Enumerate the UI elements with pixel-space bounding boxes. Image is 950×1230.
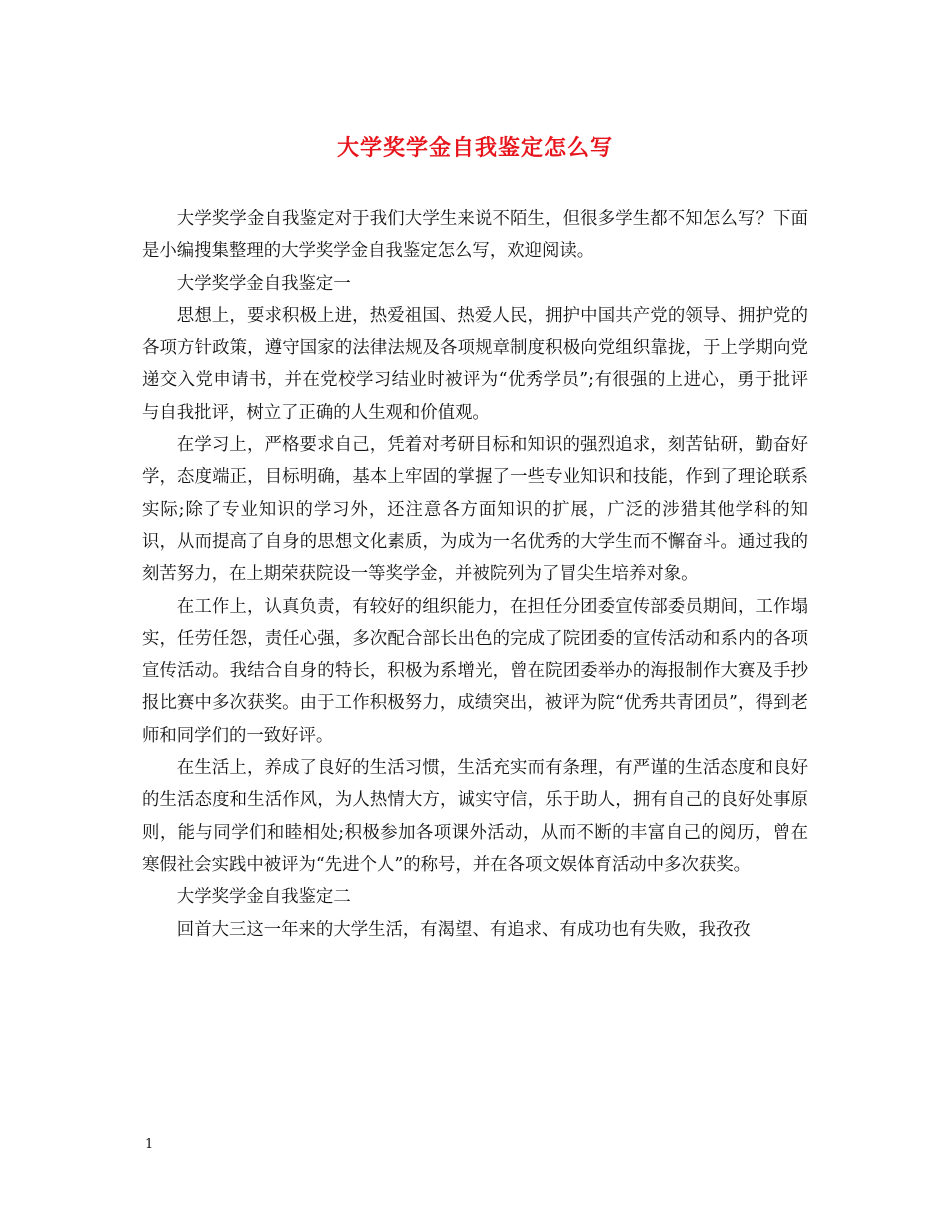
body-paragraph: 在学习上，严格要求自己，凭着对考研目标和知识的强烈追求，刻苦钻研，勤奋好学，态度端正，目标明确，基本上牢固的掌握了一些专业知识和技能，作到了理论联系实际;除了专业知识的学习外，还注意各方面知识的扩展，广泛的涉猎其他学科的知识，从而提高了自身的思想文化素质，为成为一名优秀的大学生而不懈奋斗。通过我的刻苦努力，在上期荣获院设一等奖学金，并被院列为了冒尖生培养对象。 — [142, 435, 808, 585]
intro-paragraph: 大学奖学金自我鉴定对于我们大学生来说不陌生，但很多学生都不知怎么写？下面是小编搜集整理的大学奖学金自我鉴定怎么写，欢迎阅读。 — [142, 209, 808, 262]
body-paragraph: 在生活上，养成了良好的生活习惯，生活充实而有条理，有严谨的生活态度和良好的生活态度和生活作风，为人热情大方，诚实守信，乐于助人，拥有自己的良好处事原则，能与同学们和睦相处;积极参加各项课外活动，从而不断的丰富自己的阅历，曾在寒假社会实践中被评为“先进个人”的称号，并在各项文娱体育活动中多次获奖。 — [142, 758, 808, 875]
body-paragraph: 在工作上，认真负责，有较好的组织能力，在担任分团委宣传部委员期间，工作塌实，任劳任怨，责任心强，多次配合部长出色的完成了院团委的宣传活动和系内的各项宣传活动。我结合自身的特长，积极为系增光，曾在院团委举办的海报制作大赛及手抄报比赛中多次获奖。由于工作积极努力，成绩突出，被评为院“优秀共青团员”，得到老师和同学们的一致好评。 — [142, 596, 808, 746]
section-heading-1: 大学奖学金自我鉴定一 — [176, 273, 351, 294]
section-heading-2: 大学奖学金自我鉴定二 — [176, 887, 351, 908]
document-title: 大学奖学金自我鉴定怎么写 — [336, 135, 613, 161]
body-paragraph: 回首大三这一年来的大学生活，有渴望、有追求、有成功也有失败，我孜孜 — [176, 919, 751, 940]
document-body — [142, 203, 808, 946]
page-number: 1 — [145, 1137, 154, 1152]
body-paragraph: 思想上，要求积极上进，热爱祖国、热爱人民，拥护中国共产党的领导、拥护党的各项方针政策，遵守国家的法律法规及各项规章制度积极向党组织靠拢，于上学期向党递交入党申请书，并在党校学习结业时被评为“优秀学员”;有很强的上进心，勇于批评与自我批评，树立了正确的人生观和价值观。 — [142, 305, 808, 423]
